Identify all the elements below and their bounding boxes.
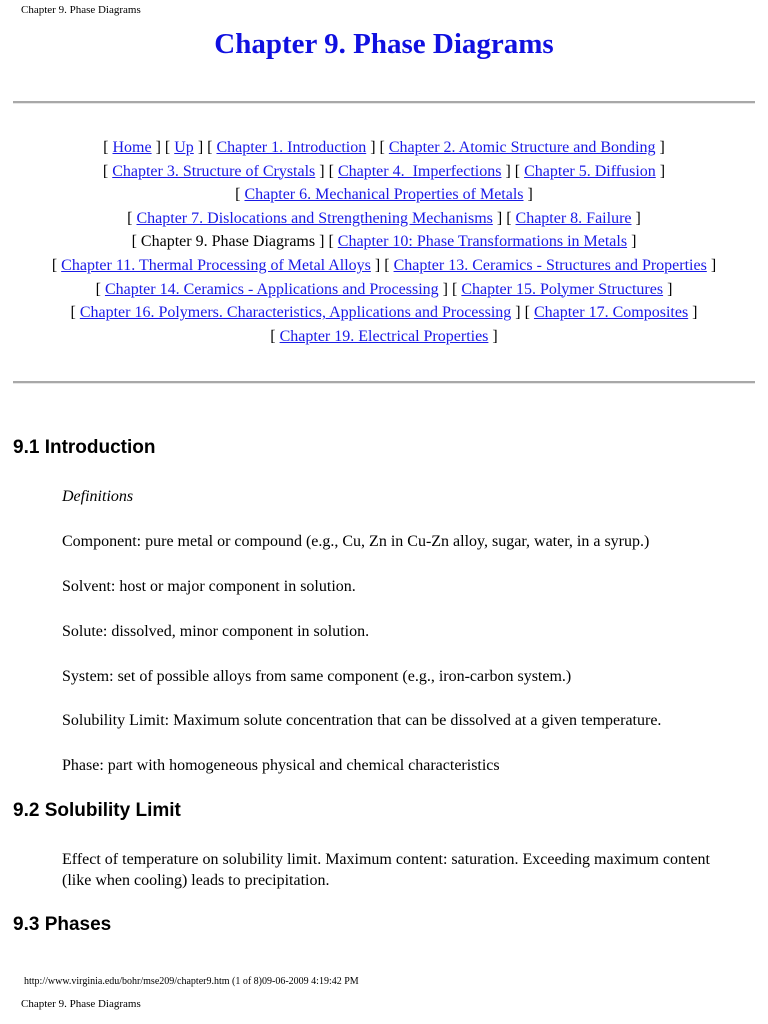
nav-line-5: [ Chapter 9. Phase Diagrams ] [ Chapter 10: Phase Transformations in Metals ] [131,233,637,251]
page-title: Chapter 9. Phase Diagrams [214,28,554,60]
section-heading-9-3: 9.3 Phases [13,914,112,935]
nav-link-chapter-16[interactable]: Chapter 16. Polymers. Characteristics, Applications and Processing [79,304,512,322]
nav-link-home[interactable]: Home [112,139,152,156]
definition-solvent: Solvent: host or major component in solution. [62,578,356,595]
nav-link-chapter-1[interactable]: Chapter 1. Introduction [216,139,367,156]
section-heading-9-2: 9.2 Solubility Limit [13,800,181,821]
definition-component: Component: pure metal or compound (e.g., Cu, Zn in Cu-Zn alloy, sugar, water, in a syrup.) [62,533,650,550]
nav-link-chapter-5[interactable]: Chapter 5. Diffusion [524,162,656,180]
nav-link-chapter-17[interactable]: Chapter 17. Composites [533,304,689,322]
nav-link-chapter-7[interactable]: Chapter 7. Dislocations and Strengthening Mechanisms [136,209,493,227]
nav-link-chapter-3[interactable]: Chapter 3. Structure of Crystals [112,162,316,180]
definition-solubility-limit: Solubility Limit: Maximum solute concentration that can be dissolved at a given temperature. [62,712,662,729]
definition-solute: Solute: dissolved, minor component in solution. [62,623,370,640]
definition-system: System: set of possible alloys from same component (e.g., iron-carbon system.) [62,668,572,685]
nav-link-chapter-19[interactable]: Chapter 19. Electrical Properties [279,327,489,345]
print-footer: Chapter 9. Phase Diagrams [21,998,141,1010]
nav-link-chapter-13[interactable]: Chapter 13. Ceramics - Structures and Properties [393,256,707,274]
nav-link-chapter-8[interactable]: Chapter 8. Failure [515,209,632,227]
nav-current-chapter-9: Chapter 9. Phase Diagrams [140,233,316,251]
nav-link-chapter-4[interactable]: Chapter 4. Imperfections [337,162,502,180]
nav-line-7: [ Chapter 14. Ceramics - Applications and Processing ] [ Chapter 15. Polymer Structures ] [95,280,673,298]
nav-link-chapter-14[interactable]: Chapter 14. Ceramics - Applications and Processing [104,280,439,298]
nav-line-2: [ Chapter 3. Structure of Crystals ] [ Chapter 4. Imperfections ] [ Chapter 5. Diffusion ] [102,162,666,180]
nav-line-9: [ Chapter 19. Electrical Properties ] [270,327,498,345]
chapter-navigation [0,136,768,348]
section-heading-9-1: 9.1 Introduction [13,437,156,458]
nav-link-chapter-15[interactable]: Chapter 15. Polymer Structures [461,280,664,298]
nav-line-8: [ Chapter 16. Polymers. Characteristics, Applications and Processing ] [ Chapter 17. Composites ] [70,304,698,322]
nav-line-4: [ Chapter 7. Dislocations and Strengthening Mechanisms ] [ Chapter 8. Failure ] [127,209,641,227]
nav-line-6: [ Chapter 11. Thermal Processing of Metal Alloys ] [ Chapter 13. Ceramics - Structures and Properties ] [51,256,717,274]
nav-link-up[interactable]: Up [174,139,194,156]
definitions-label: Definitions [62,488,134,505]
print-url-footer: http://www.virginia.edu/bohr/mse209/chapter9.htm (1 of 8)09-06-2009 4:19:42 PM [24,976,359,987]
bottom-divider [13,381,755,384]
print-header: Chapter 9. Phase Diagrams [21,4,141,16]
nav-link-chapter-2[interactable]: Chapter 2. Atomic Structure and Bonding [388,139,656,156]
nav-link-chapter-10[interactable]: Chapter 10: Phase Transformations in Metals [337,233,628,251]
definition-phase: Phase: part with homogeneous physical and chemical characteristics [62,757,500,774]
nav-line-3: [ Chapter 6. Mechanical Properties of Metals ] [235,186,533,204]
top-divider [13,101,755,104]
nav-link-chapter-6[interactable]: Chapter 6. Mechanical Properties of Metals [244,186,524,204]
nav-link-chapter-11[interactable]: Chapter 11. Thermal Processing of Metal Alloys [61,256,371,274]
nav-line-1: [ Home ] [ Up ] [ Chapter 1. Introduction ] [ Chapter 2. Atomic Structure and Bonding ] [103,139,665,156]
solubility-limit-paragraph: Effect of temperature on solubility limit. Maximum content: saturation. Exceeding maximum content (like when cooling) leads to precipitation. [62,851,710,889]
